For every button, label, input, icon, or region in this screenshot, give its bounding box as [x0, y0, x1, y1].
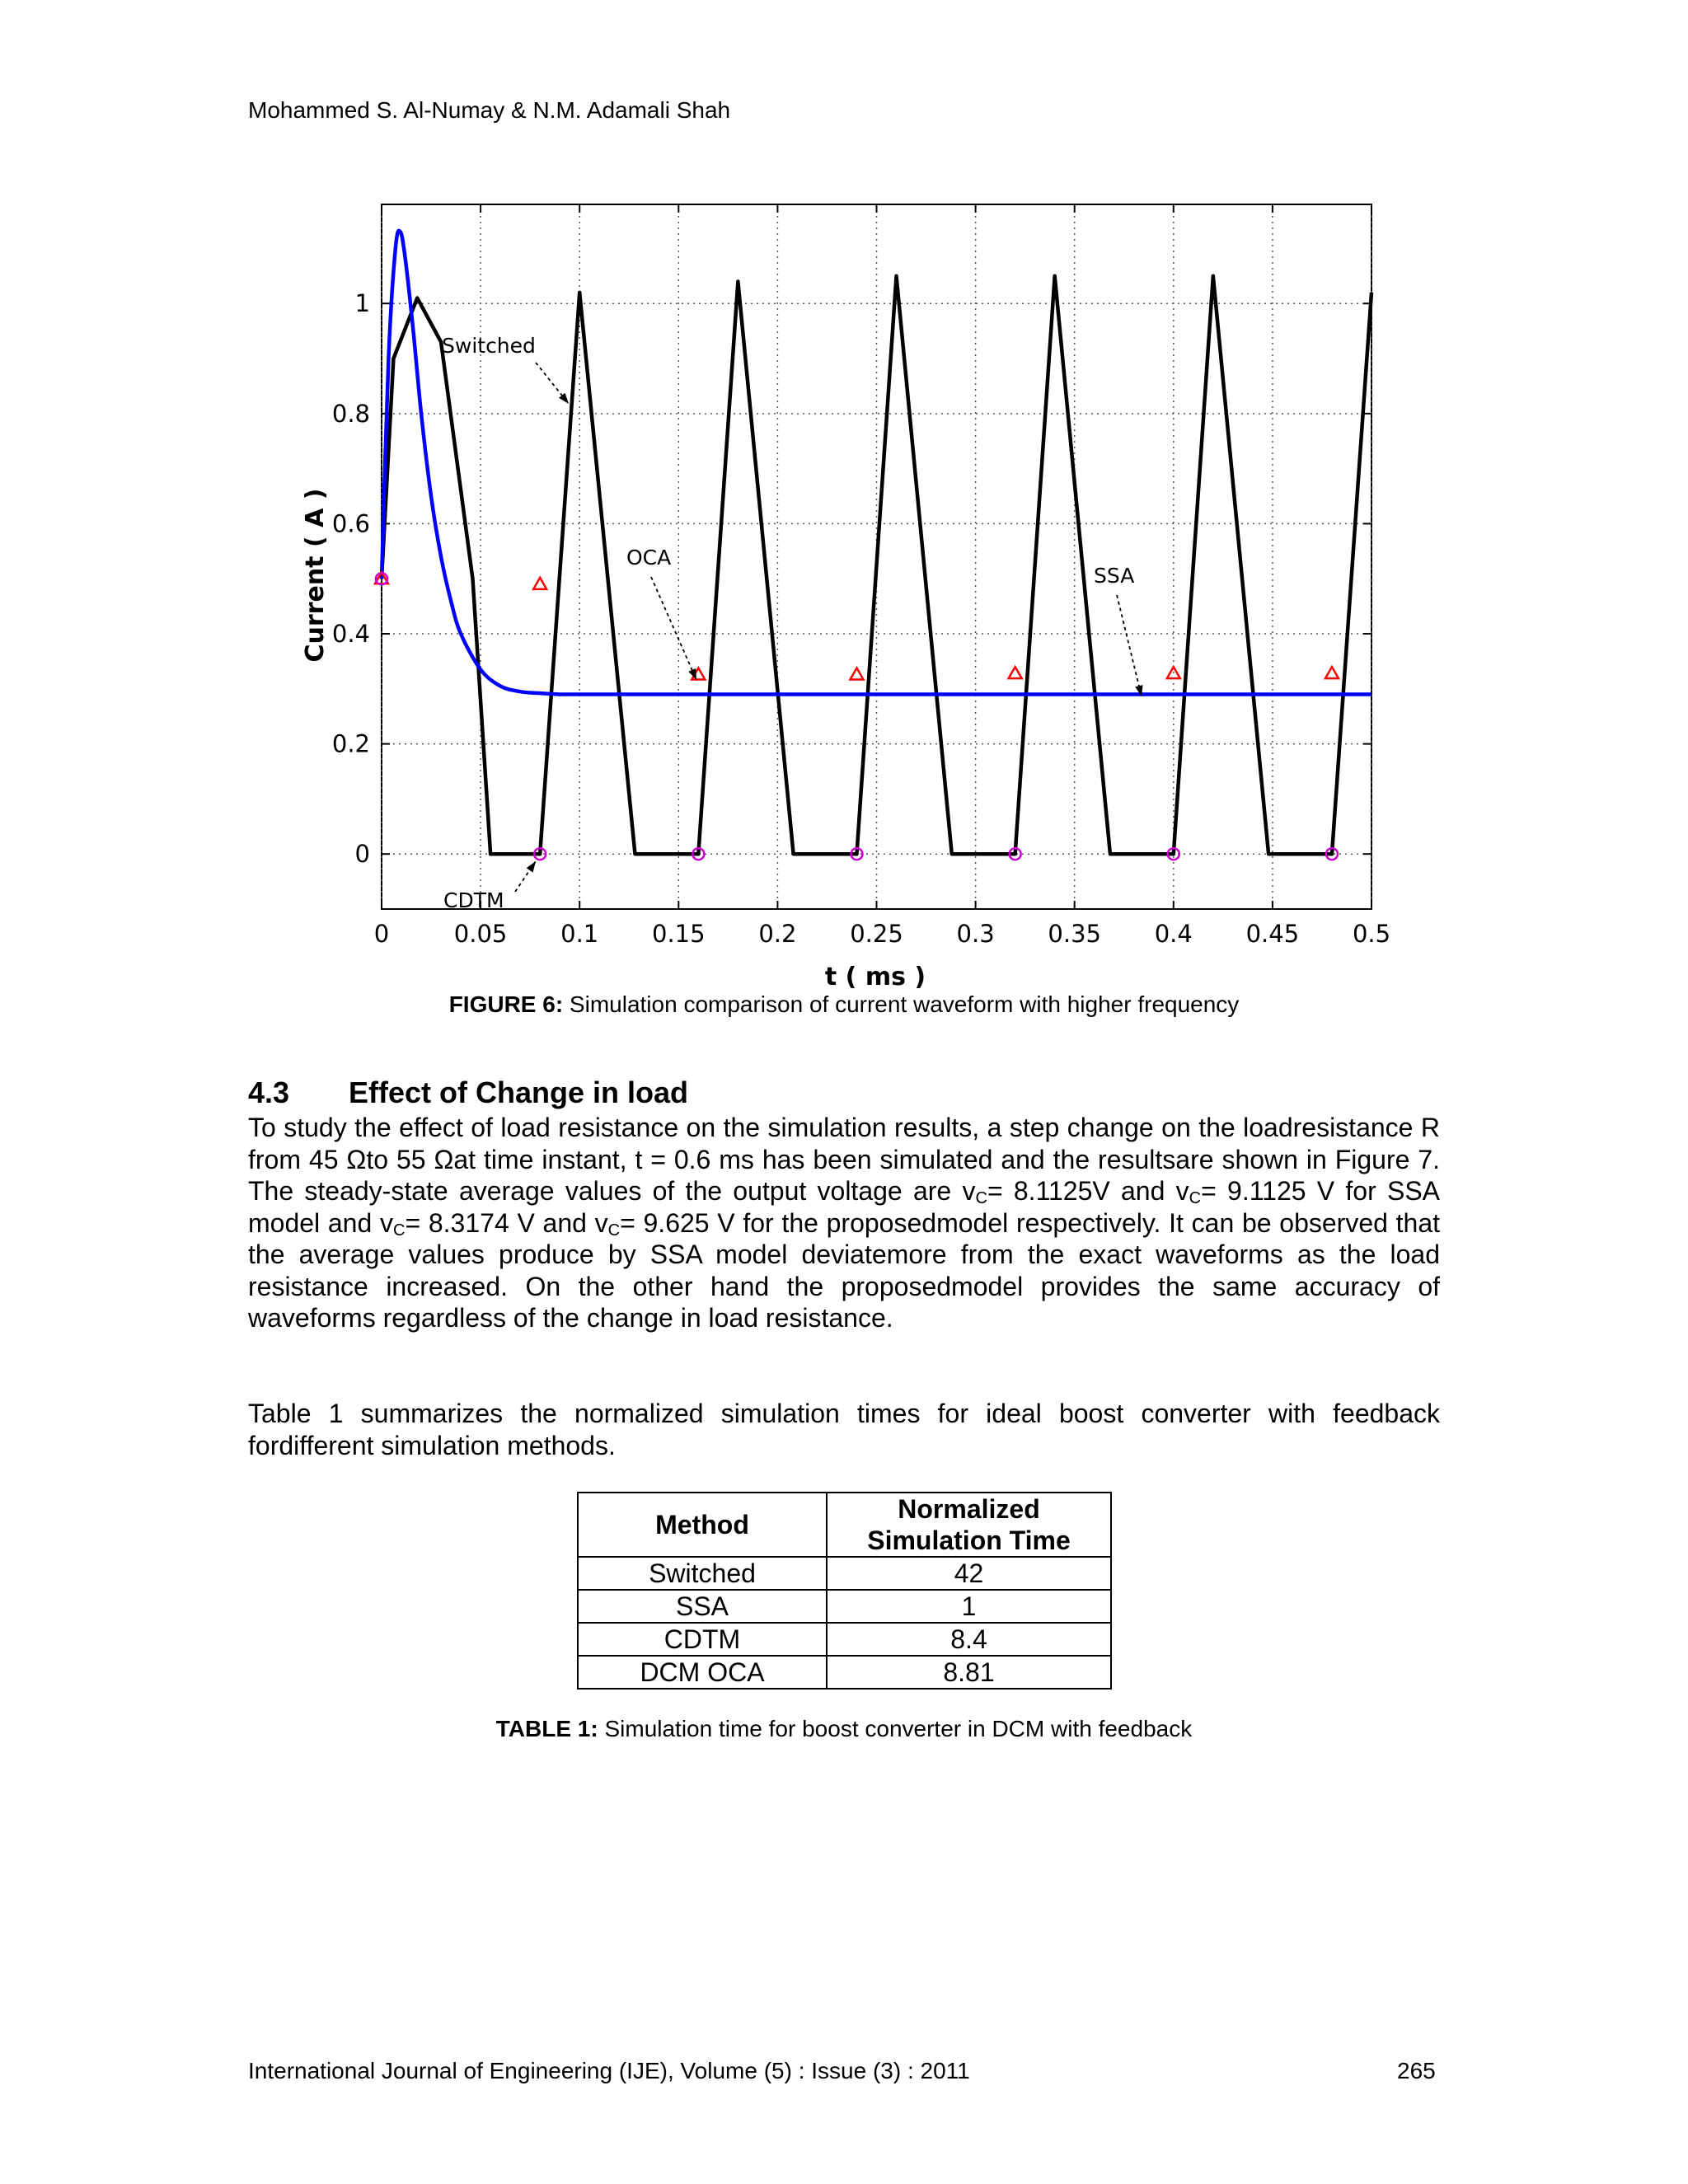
subscript: C — [393, 1221, 406, 1240]
y-tick-label: 0.4 — [331, 620, 370, 649]
section-heading — [248, 1076, 688, 1110]
x-tick-label: 0.25 — [850, 920, 903, 948]
x-tick-label: 0.1 — [560, 920, 599, 948]
series-switched-line — [382, 276, 1372, 854]
table-cell: 8.4 — [827, 1623, 1111, 1656]
para-text: = 9.625 V for the proposedmodel respectively. It can be observed that the average values produce by SSA model deviatemore from the exact waveforms as the load resistance increased. On the other hand the proposedmodel provides the same accuracy of waveforms regardless of the change in load resistance. — [248, 1207, 1441, 1333]
annotation-cdtm: CDTM — [443, 888, 504, 912]
para-text: = 9.1125 V for SSA model and v — [248, 1176, 1441, 1238]
series-oca-marker — [1009, 667, 1022, 678]
table-header-time: Normalized Simulation Time — [827, 1493, 1111, 1557]
section-title: Effect of Change in load — [349, 1076, 689, 1109]
x-tick-label: 0.05 — [453, 920, 508, 948]
figure-caption-text: Simulation comparison of current waveform with higher frequency — [563, 991, 1240, 1017]
x-axis-label: t ( ms ) — [824, 963, 926, 991]
annotation-ssa: SSA — [1094, 564, 1135, 588]
table-cell: Switched — [578, 1557, 827, 1590]
subscript: C — [607, 1221, 621, 1240]
para-text: = 8.1125V and v — [987, 1176, 1189, 1206]
paragraph-table-intro: Table 1 summarizes the normalized simulation times for ideal boost converter with feedback fordifferent simulation methods. — [248, 1399, 1440, 1460]
table-row — [578, 1590, 1111, 1623]
footer-journal: International Journal of Engineering (IJE), Volume (5) : Issue (3) : 2011 — [248, 2058, 970, 2083]
table-caption-label: TABLE 1: — [495, 1716, 598, 1741]
table-cell: 42 — [827, 1557, 1111, 1590]
table-row — [578, 1557, 1111, 1590]
series-ssa-line — [382, 231, 1372, 695]
x-tick-label: 0.35 — [1048, 920, 1101, 948]
subscript: C — [1189, 1189, 1202, 1207]
table-cell: SSA — [578, 1590, 827, 1623]
chart-markers — [375, 572, 1339, 860]
series-oca-marker — [533, 578, 546, 589]
running-header: Mohammed S. Al-Numay & N.M. Adamali Shah — [248, 97, 731, 123]
results-table — [577, 1492, 1112, 1690]
paragraph-load-change — [248, 1112, 1440, 1334]
chart-traces — [382, 231, 1372, 854]
page-number: 265 — [1397, 2058, 1436, 2083]
table-row — [578, 1623, 1111, 1656]
annotation-oca: OCA — [626, 546, 672, 569]
x-tick-label: 0.3 — [956, 920, 995, 948]
series-oca-marker — [850, 668, 863, 679]
section-number: 4.3 — [248, 1076, 290, 1109]
para-text: To study the effect of load resistance on the simulation results, a step change on the loadresistance R from 45 Ωto 55 Ωat time instant, t = 0.6 ms has been simulated and the resultsare shown in Figure 7. The steady-state average values of the output voltage are v — [248, 1113, 1440, 1206]
table-cell: 1 — [827, 1590, 1111, 1623]
y-tick-label: 0 — [354, 840, 370, 869]
x-tick-label: 0.15 — [652, 920, 706, 948]
x-tick-label: 0.5 — [1352, 920, 1391, 948]
figure-caption-label: FIGURE 6: — [448, 991, 564, 1017]
subscript: C — [975, 1189, 987, 1207]
annotation-arrow — [1117, 595, 1142, 696]
table-row — [578, 1656, 1111, 1689]
para-text: = 8.3174 V and v — [405, 1207, 608, 1238]
current-waveform-chart — [0, 0, 1688, 1014]
annotation-switched: Switched — [442, 334, 536, 358]
annotation-arrow — [651, 577, 696, 680]
x-tick-label: 0.4 — [1154, 920, 1193, 948]
table-cell: CDTM — [578, 1623, 827, 1656]
y-tick-label: 0.8 — [331, 399, 370, 428]
y-axis-label: Current ( A ) — [301, 488, 330, 663]
y-tick-label: 1 — [354, 289, 370, 318]
table-cell: DCM OCA — [578, 1656, 827, 1689]
x-tick-label: 0.2 — [758, 920, 797, 948]
y-tick-label: 0.6 — [331, 509, 370, 538]
series-oca-marker — [1325, 667, 1339, 678]
x-tick-label: 0.45 — [1245, 920, 1300, 948]
x-tick-label: 0 — [373, 920, 390, 948]
y-tick-label: 0.2 — [331, 729, 370, 758]
table-cell: 8.81 — [827, 1656, 1111, 1689]
table-header-row — [578, 1493, 1111, 1557]
table-caption-text: Simulation time for boost converter in DCM with feedback — [598, 1716, 1193, 1741]
table-header-method: Method — [578, 1493, 827, 1557]
annotation-arrowhead — [527, 861, 536, 873]
table-caption — [248, 1716, 1440, 1742]
figure-caption — [248, 991, 1440, 1018]
